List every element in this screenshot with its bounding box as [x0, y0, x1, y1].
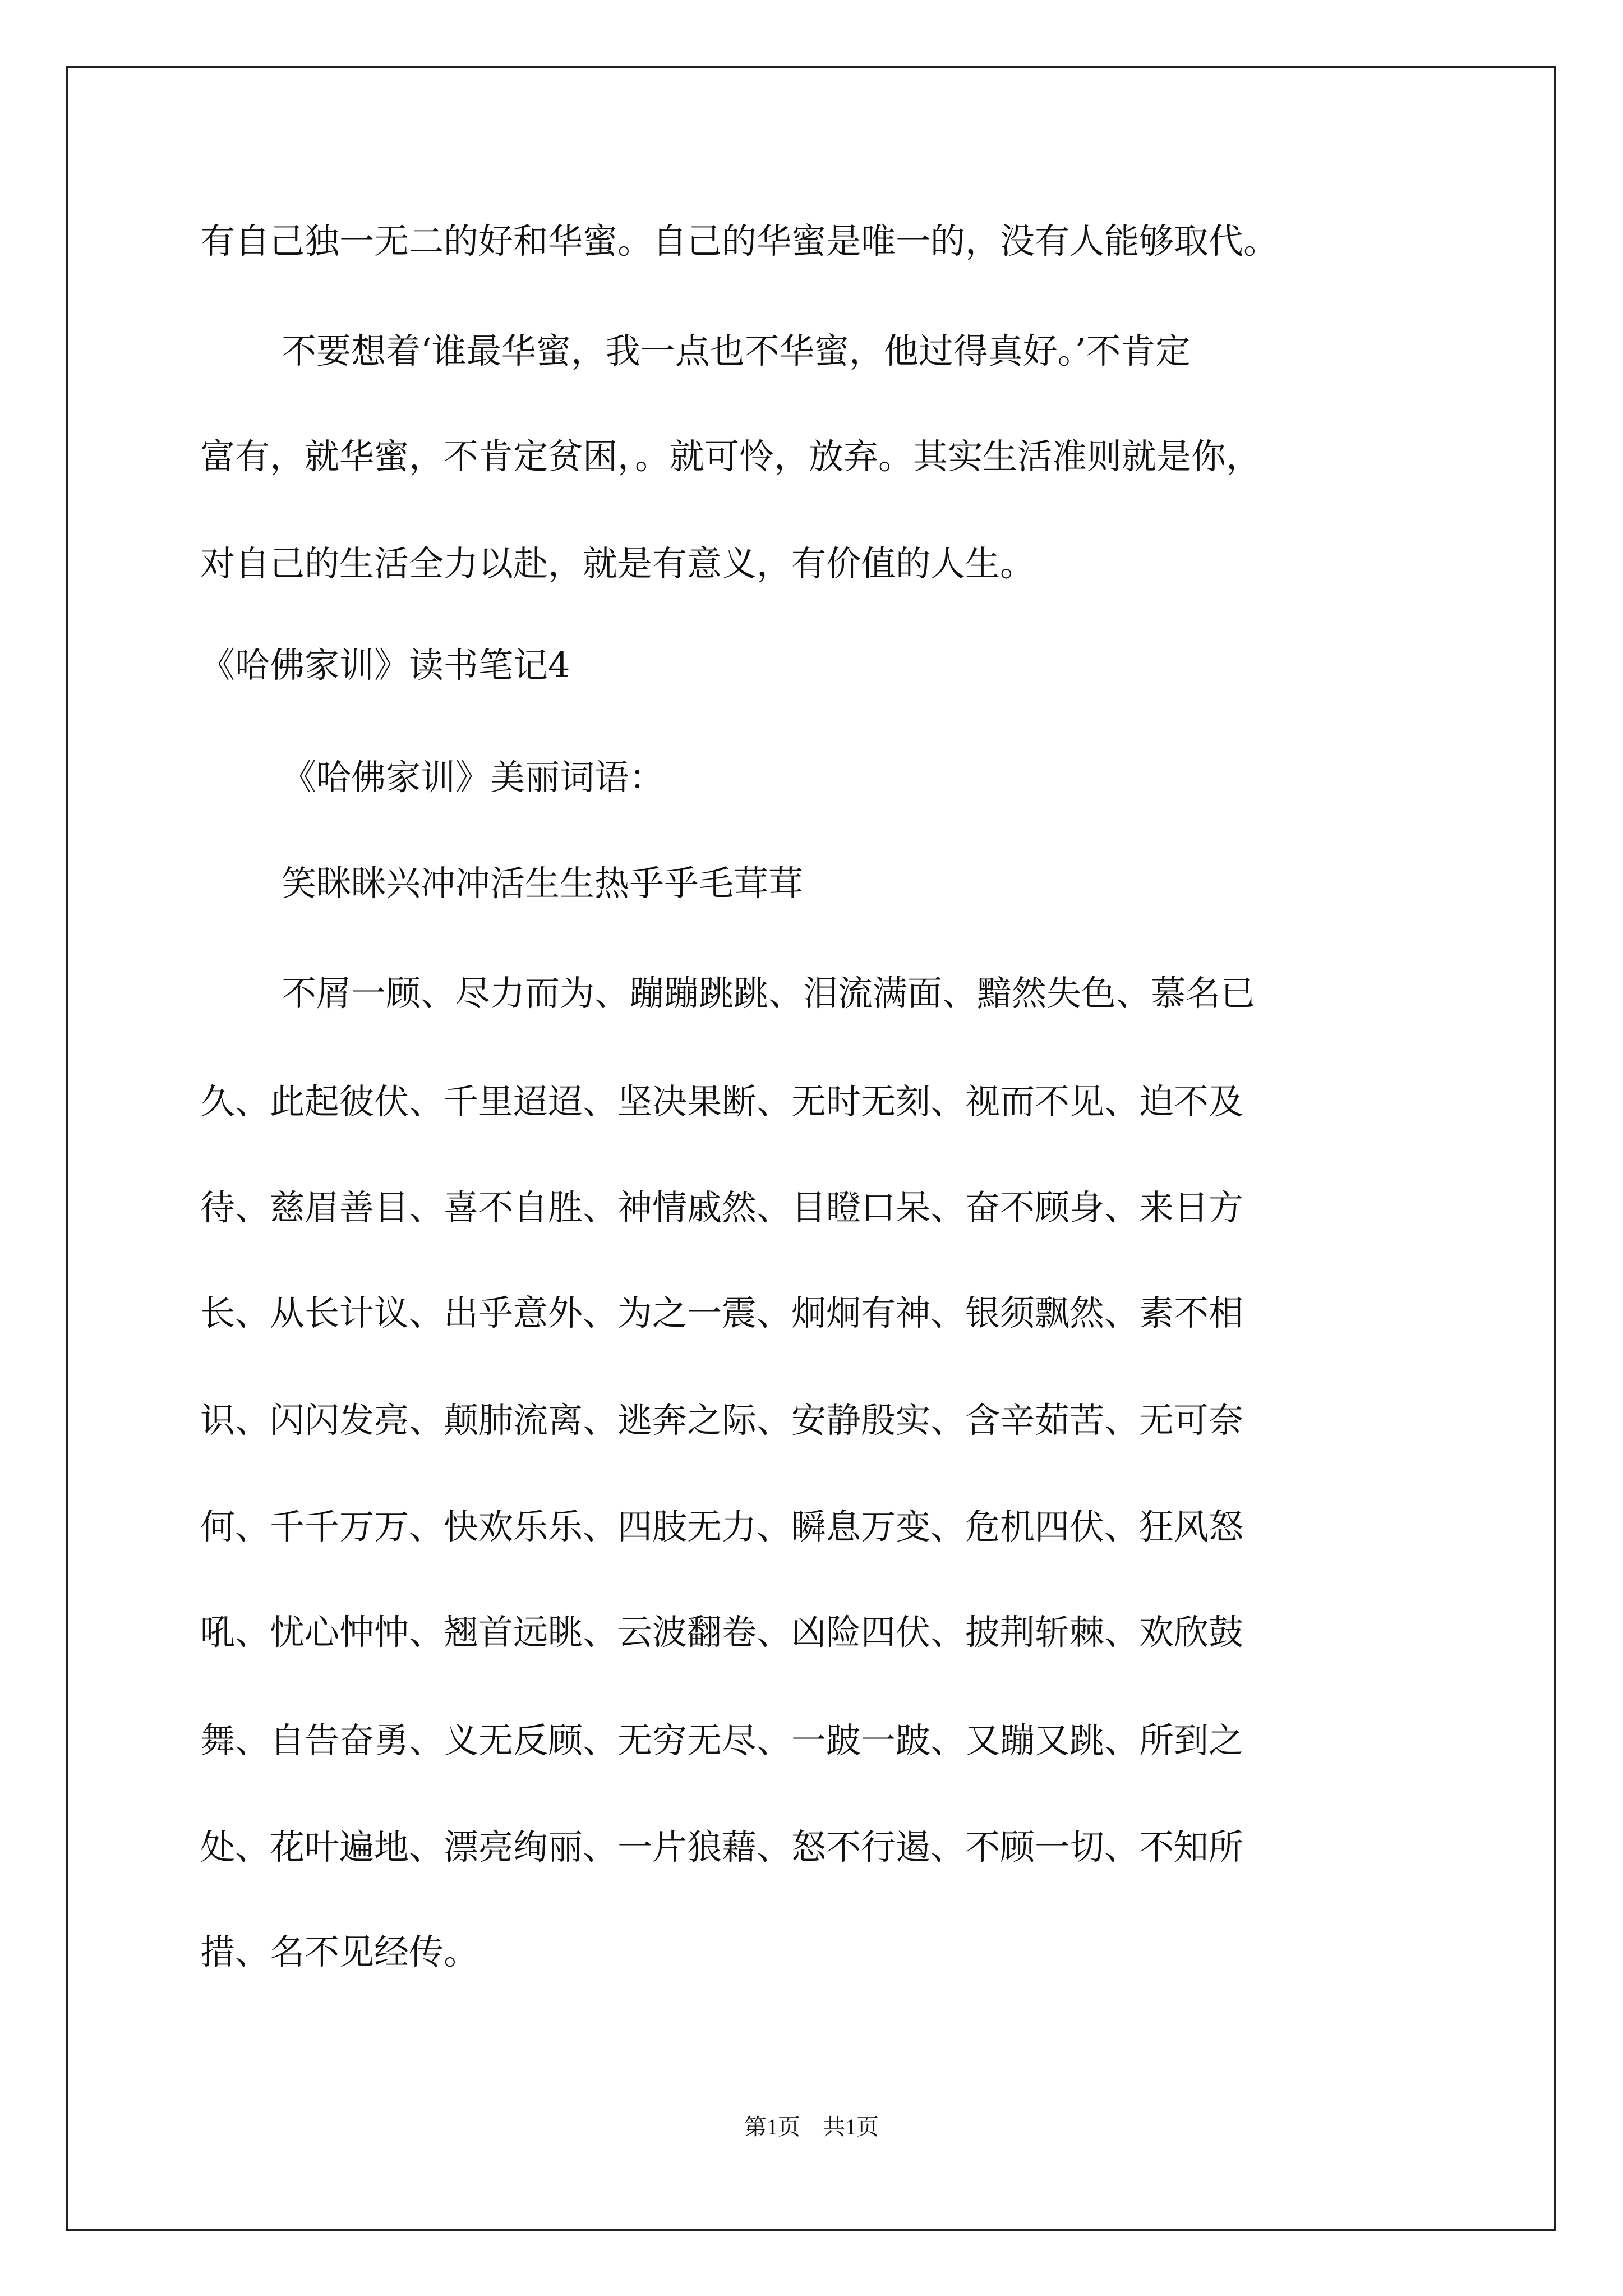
word-list-reduplicated: 笑眯眯兴冲冲活生生热乎乎毛茸茸 — [282, 863, 804, 904]
body-line-2: 不要想着‘谁最华蜜，我一点也不华蜜，他过得真好。’不肯定 — [282, 330, 1191, 371]
idiom-line-7: 吼、忧心忡忡、翘首远眺、云波翻卷、凶险四伏、披荆斩棘、欢欣鼓 — [200, 1612, 1244, 1653]
body-line-4: 对自己的生活全力以赴，就是有意义，有价值的人生。 — [200, 543, 1035, 584]
idiom-line-8: 舞、自告奋勇、义无反顾、无穷无尽、一跛一跛、又蹦又跳、所到之 — [200, 1720, 1244, 1761]
page-number-footer: 第1页 共1页 — [744, 2114, 879, 2139]
idiom-line-2: 久、此起彼伏、千里迢迢、坚决果断、无时无刻、视而不见、迫不及 — [200, 1081, 1244, 1122]
idiom-line-4: 长、从长计议、出乎意外、为之一震、炯炯有神、银须飘然、素不相 — [200, 1292, 1244, 1333]
page-border — [66, 66, 1556, 2231]
idiom-line-10: 措、名不见经传。 — [200, 1931, 479, 1972]
section-heading: 《哈佛家训》读书笔记4 — [200, 645, 570, 685]
idiom-line-3: 待、慈眉善目、喜不自胜、神情戚然、目瞪口呆、奋不顾身、来日方 — [200, 1187, 1244, 1228]
idiom-line-1: 不屑一顾、尽力而为、蹦蹦跳跳、泪流满面、黯然失色、慕名已 — [282, 973, 1256, 1014]
idiom-line-9: 处、花叶遍地、漂亮绚丽、一片狼藉、怒不行遏、不顾一切、不知所 — [200, 1826, 1244, 1867]
body-line-1: 有自己独一无二的好和华蜜。自己的华蜜是唯一的，没有人能够取代。 — [200, 220, 1279, 261]
subheading-beautiful-words: 《哈佛家训》美丽词语： — [282, 757, 665, 798]
idiom-line-6: 何、千千万万、快欢乐乐、四肢无力、瞬息万变、危机四伏、狂风怒 — [200, 1506, 1244, 1547]
body-line-3: 富有，就华蜜，不肯定贫困，。就可怜，放弃。其实生活准则就是你， — [200, 436, 1261, 477]
idiom-line-5: 识、闪闪发亮、颠肺流离、逃奔之际、安静殷实、含辛茹苦、无可奈 — [200, 1400, 1244, 1441]
